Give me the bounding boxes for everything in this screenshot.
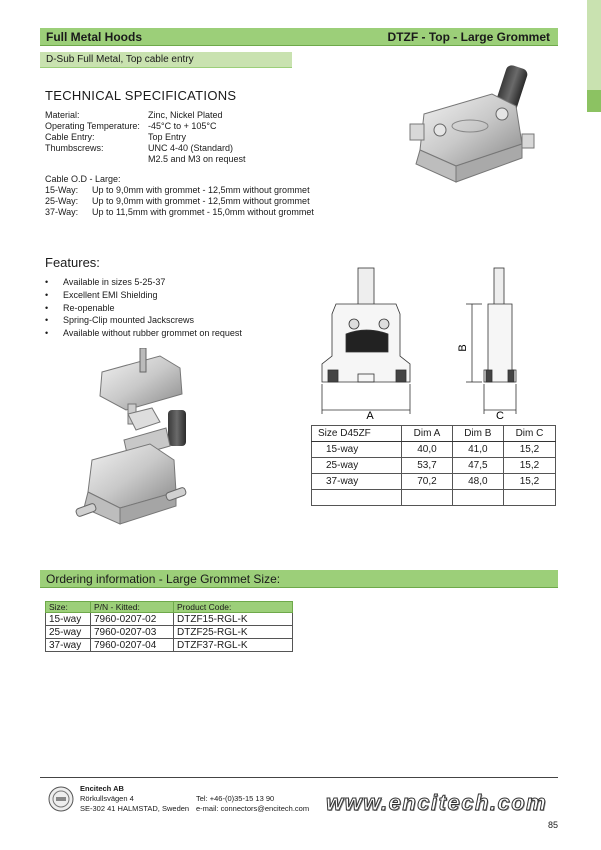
- company-contact: [196, 794, 309, 814]
- dim-label-a: A: [366, 410, 374, 422]
- table-row: [46, 613, 293, 626]
- spec-list: [45, 110, 246, 165]
- cable-od: [45, 174, 314, 218]
- table-row: [46, 639, 293, 652]
- subheader: D-Sub Full Metal, Top cable entry: [40, 52, 292, 68]
- table-row: [312, 474, 556, 490]
- features-list: [45, 276, 242, 340]
- table-cell: 15-way: [312, 442, 402, 458]
- table-cell: 25-way: [312, 458, 402, 474]
- spec-value: Zinc, Nickel Plated: [148, 110, 223, 120]
- spec-row: [45, 154, 246, 165]
- feature-item: • Re-openable: [45, 302, 115, 313]
- cable-label: 25-Way:: [45, 196, 79, 206]
- table-header-row: [46, 602, 293, 613]
- table-row: [46, 626, 293, 639]
- feature-item: • Excellent EMI Shielding: [45, 289, 158, 300]
- spec-row: [45, 132, 246, 143]
- table-cell: 48,0: [452, 474, 503, 490]
- table-row: [312, 442, 556, 458]
- table-cell: 15,2: [503, 474, 555, 490]
- table-header-cell: Size D45ZF: [312, 426, 402, 442]
- table-cell: 25-way: [46, 626, 91, 639]
- cable-value: Up to 11,5mm with grommet - 15,0mm without grommet: [92, 207, 314, 217]
- bullet-icon: •: [45, 289, 49, 300]
- table-cell: 40,0: [402, 442, 452, 458]
- header-bar: [40, 28, 558, 46]
- cable-label: 37-Way:: [45, 207, 79, 217]
- spec-label: Operating Temperature:: [45, 121, 140, 131]
- table-cell: 53,7: [402, 458, 452, 474]
- spec-row: [45, 121, 246, 132]
- table-cell: DTZF37-RGL-K: [174, 639, 293, 652]
- product-photo-assembled: [404, 64, 544, 192]
- table-cell: 37-way: [312, 474, 402, 490]
- table-cell: DTZF15-RGL-K: [174, 613, 293, 626]
- feature-item: • Spring-Clip mounted Jackscrews: [45, 315, 195, 326]
- footer-divider: [40, 777, 558, 778]
- spec-label: Material:: [45, 110, 80, 120]
- spec-value: UNC 4-40 (Standard): [148, 143, 234, 153]
- spec-row: [45, 143, 246, 154]
- table-cell: 7960-0207-04: [91, 639, 174, 652]
- features-title: Features:: [45, 255, 100, 270]
- feature-item: • Available in sizes 5-25-37: [45, 277, 166, 287]
- spec-value: -45°C to + 105°C: [148, 121, 217, 131]
- header-product: DTZF - Top - Large Grommet: [387, 29, 550, 44]
- table-cell: DTZF25-RGL-K: [174, 626, 293, 639]
- cable-row: [45, 185, 314, 196]
- website-link[interactable]: www.encitech.com: [326, 790, 548, 815]
- bullet-icon: •: [45, 302, 49, 313]
- cable-value: Up to 9,0mm with grommet - 12,5mm without grommet: [92, 185, 310, 195]
- company-name: Encitech AB: [80, 784, 124, 793]
- spec-value: Top Entry: [148, 132, 187, 142]
- table-cell: 7960-0207-03: [91, 626, 174, 639]
- table-header-cell: P/N - Kitted:: [91, 602, 174, 613]
- feature-item: • Available without rubber grommet on request: [45, 328, 242, 339]
- table-cell: 41,0: [452, 442, 503, 458]
- dimension-drawing: [306, 264, 546, 424]
- table-header-cell: Dim A: [402, 426, 452, 442]
- spec-label: Cable Entry:: [45, 132, 95, 142]
- bullet-icon: •: [45, 328, 49, 339]
- certification-seal-icon: [48, 786, 74, 812]
- table-cell: 70,2: [402, 474, 452, 490]
- company-email[interactable]: e-mail: connectors@encitech.com: [196, 804, 310, 813]
- table-header-row: [312, 426, 556, 442]
- table-cell: 37-way: [46, 639, 91, 652]
- dimension-table: [311, 425, 556, 506]
- product-photo-exploded: [70, 348, 260, 548]
- company-street: Rörkullsvägen 4: [80, 794, 134, 803]
- table-header-cell: Dim B: [452, 426, 503, 442]
- table-cell: 15-way: [46, 613, 91, 626]
- table-header-cell: Dim C: [503, 426, 555, 442]
- table-header-cell: Size:: [46, 602, 91, 613]
- spec-label: [45, 154, 148, 165]
- spec-label: Thumbscrews:: [45, 143, 104, 153]
- table-cell: 15,2: [503, 458, 555, 474]
- dim-label-b: B: [457, 344, 469, 352]
- cable-value: Up to 9,0mm with grommet - 12,5mm without grommet: [92, 196, 310, 206]
- order-table: [45, 601, 293, 652]
- company-phone: Tel: +46-(0)35-15 13 90: [196, 794, 275, 803]
- spec-row: [45, 110, 246, 121]
- header-category: Full Metal Hoods: [46, 29, 142, 44]
- bullet-icon: •: [45, 315, 49, 326]
- cable-row: [45, 196, 314, 207]
- table-row-empty: [312, 490, 556, 506]
- side-tab-light: [587, 0, 601, 90]
- table-cell: 47,5: [452, 458, 503, 474]
- company-address: [80, 784, 189, 814]
- tech-specs-title: TECHNICAL SPECIFICATIONS: [45, 88, 237, 103]
- cable-label: 15-Way:: [45, 185, 79, 195]
- table-header-cell: Product Code:: [174, 602, 293, 613]
- table-cell: 7960-0207-02: [91, 613, 174, 626]
- page-number: 85: [548, 820, 559, 830]
- side-tab-dark: [587, 90, 601, 112]
- dim-label-c: C: [496, 410, 504, 422]
- company-city: SE-302 41 HALMSTAD, Sweden: [80, 804, 190, 813]
- cable-row: [45, 207, 314, 218]
- ordering-title: Ordering information - Large Grommet Size:: [40, 570, 558, 588]
- table-cell: 15,2: [503, 442, 555, 458]
- table-row: [312, 458, 556, 474]
- spec-value: M2.5 and M3 on request: [148, 154, 246, 164]
- bullet-icon: •: [45, 277, 49, 287]
- cable-od-title: Cable O.D - Large:: [45, 174, 121, 184]
